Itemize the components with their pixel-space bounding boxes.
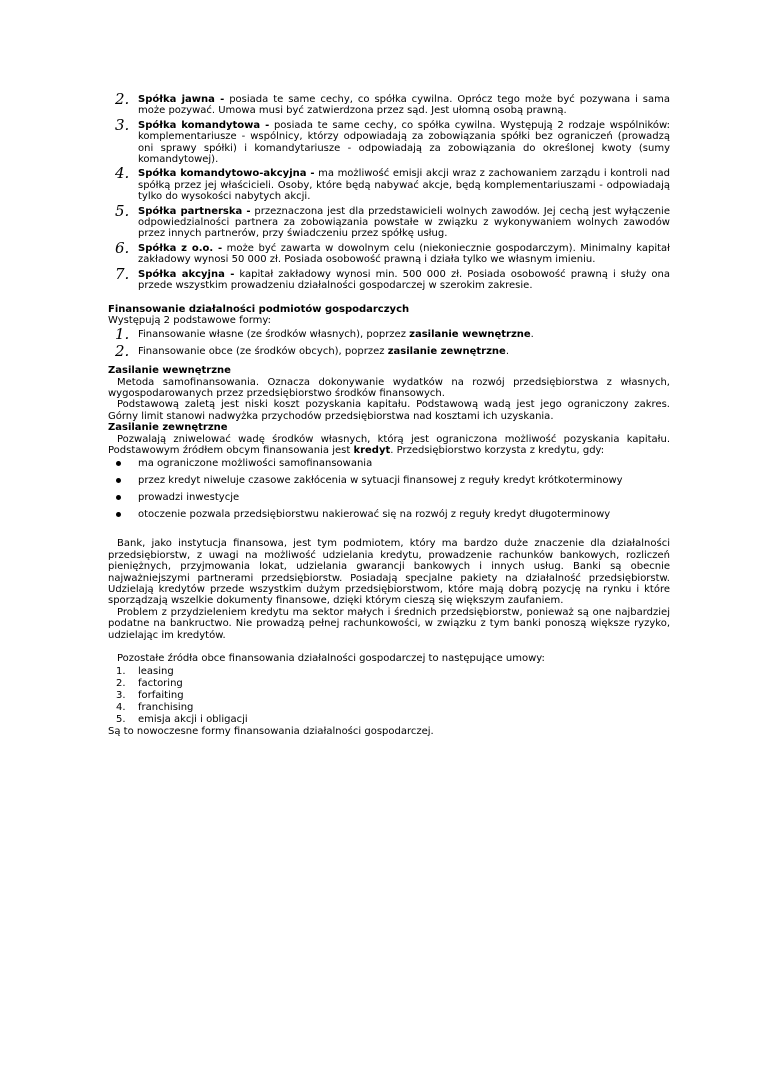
list-item (108, 702, 670, 714)
section-intro: Występują 2 podstawowe formy: (108, 314, 271, 326)
list-item (108, 341, 670, 360)
list-number: 4. (116, 702, 126, 714)
item-bold: zasilanie zewnętrzne (387, 345, 506, 357)
other-sources-section (108, 653, 670, 738)
bullet-icon (116, 461, 121, 466)
list-item (108, 90, 670, 117)
list-item (108, 115, 671, 166)
bullet-item (108, 492, 670, 509)
list-item (108, 164, 670, 203)
bullet-text: przez kredyt niweluje czasowe zakłócenia w sytuacji finansowej z reguły kredyt krótkoterminowy (138, 475, 623, 487)
item-text: posiada te same cechy, co spółka cywilna. Oprócz tego może być pozywana i sama może pozywać. Umowa musi być zatwierdzona przez sąd. Jest ułomną osobą prawną. (138, 94, 670, 117)
list-number: 3. (116, 690, 126, 702)
bullet-icon (116, 495, 121, 500)
list-number: 4. (115, 164, 130, 183)
bullet-text: prowadzi inwestycje (138, 492, 240, 504)
financing-forms-list (108, 325, 670, 360)
list-number: 6. (115, 238, 130, 257)
list-number: 3. (115, 115, 130, 134)
list-number: 2. (115, 90, 130, 108)
item-end: . (505, 345, 509, 357)
company-types-list (108, 90, 671, 292)
item-title: Spółka z o.o. - (138, 242, 223, 254)
bullet-icon (116, 478, 121, 483)
bullet-icon (116, 512, 121, 517)
list-number: 7. (115, 264, 130, 283)
section-heading: Zasilanie wewnętrzne (108, 365, 231, 377)
bullet-list (108, 458, 670, 526)
list-text: forfaiting (138, 690, 184, 702)
list-item (108, 678, 670, 690)
bank-section (108, 538, 670, 641)
item-title: Spółka partnerska - (138, 205, 251, 217)
item-title: Spółka komandytowa - (138, 119, 270, 131)
bullet-text: otoczenie pozwala przedsiębiorstwu nakierować się na rozwój z reguły kredyt długoterminowy (138, 509, 611, 521)
paragraph-text: Pozwalają zniwelować wadę środków własnych, którą jest ograniczona możliwość pozyskania kapitału. Podstawowym źródłem obcym finansowania jest (108, 433, 670, 456)
list-number: 2. (115, 341, 130, 360)
list-item (108, 201, 670, 240)
section-heading: Zasilanie zewnętrzne (108, 422, 228, 434)
section-heading: Finansowanie działalności podmiotów gospodarczych (108, 303, 410, 315)
external-funding-section (108, 422, 670, 526)
item-text: może być zawarta w dowolnym celu (niekoniecznie gospodarczym). Minimalny kapitał zakładowy wynosi 50 000 zł. Posiada osobowość prawną i działa tylko we własnym imieniu. (138, 242, 671, 266)
paragraph: Są to nowoczesne formy finansowania działalności gospodarczej. (108, 726, 434, 738)
paragraph: Problem z przydzieleniem kredytu ma sektor małych i średnich przedsiębiorstw, ponieważ są one najbardziej podatne na bankructwo. Nie prowadzą pełnej rachunkowości, w związku z tym banki ponoszą większe ryzyko, udzielając im kredytów. (108, 606, 670, 641)
list-item (108, 325, 670, 344)
item-text: kapitał zakładowy wynosi min. 500 000 zł. Posiada osobowość prawną i służy ona przede wszystkim prowadzeniu działalności gospodarczej w szerokim zakresie. (138, 268, 671, 292)
paragraph: Podstawową zaletą jest niski koszt pozyskania kapitału. Podstawową wadą jest jego ograniczony zakres. Górny limit stanowi nadwyżka przychodów przedsiębiorstwa nad kosztami ich uzyskania. (108, 399, 670, 422)
list-number: 5. (115, 201, 130, 220)
list-text: emisja akcji i obligacji (138, 714, 248, 726)
document-page (108, 90, 671, 738)
paragraph: Bank, jako instytucja finansowa, jest tym podmiotem, który ma bardzo duże znaczenie dla działalności przedsiębiorstw, z uwagi na możliwość udzielania kredytu, prowadzenie rachunków bankowych, rozliczeń pieniężnych, przyjmowania lokat, udzielania gwarancji bankowych i innych usług. Banki są obecnie najważniejszymi partnerami przedsiębiorstw. Posiadają specjalne pakiety na działalność przedsiębiorstw. Udzielają kredytów przede wszystkim dużym przedsiębiorstwom, które mają dobrą pozycję na rynku i które sporządzają wszelkie dokumenty finansowe, dzięki którym cieszą się większym zaufaniem. (108, 538, 670, 607)
bullet-item (108, 509, 670, 526)
item-title: Spółka akcyjna - (138, 268, 235, 280)
paragraph: Pozostałe źródła obce finansowania działalności gospodarczej to następujące umowy: (117, 653, 545, 665)
other-sources-list (108, 666, 670, 726)
internal-funding-section (108, 365, 670, 422)
item-text: ma możliwość emisji akcji wraz z zachowaniem zarządu i kontroli nad spółką przez jej właścicieli. Osoby, które będą nabywać akcje, będą komplementariuszami - odpowiadają tylko do wysokości nabytych akcji. (138, 168, 670, 203)
list-text: franchising (138, 702, 194, 714)
financing-section (108, 304, 670, 358)
list-number: 5. (116, 714, 126, 726)
item-bold: zasilanie wewnętrzne (409, 329, 531, 341)
list-number: 1. (115, 325, 130, 344)
list-text: factoring (138, 678, 183, 690)
item-text: posiada te same cechy, co spółka cywilna. Występują 2 rodzaje wspólników: komplementariusze - wspólnicy, którzy odpowiadają za zobowiązania spółki bez ograniczeń (prowadzą oni sprawy spółki) i komandytariusze - odpowiadają za zobowiązania do określonej kwoty (sumy komandytowej). (138, 119, 671, 166)
item-text: przeznaczona jest dla przedstawicieli wolnych zawodów. Jej cechą jest wyłączenie odpowiedzialności partnera za zobowiązania powstałe w związku z wykonywaniem wolnych zawodów przez innych partnerów, przy świadczeniu przez spółkę usług. (138, 205, 670, 240)
list-item (108, 690, 670, 702)
list-number: 1. (116, 666, 126, 678)
bullet-item (108, 458, 670, 475)
list-item (108, 264, 671, 292)
list-text: leasing (138, 666, 174, 678)
paragraph (108, 434, 670, 457)
item-title: Spółka jawna - (138, 94, 225, 105)
item-text: Finansowanie obce (ze środków obcych), poprzez (138, 345, 388, 357)
item-text: Finansowanie własne (ze środków własnych), poprzez (138, 329, 410, 341)
list-item (108, 238, 671, 266)
paragraph-text: . Przedsiębiorstwo korzysta z kredytu, gdy: (390, 444, 605, 456)
bullet-text: ma ograniczone możliwości samofinansowania (138, 458, 373, 470)
paragraph: Metoda samofinansowania. Oznacza dokonywanie wydatków na rozwój przedsiębiorstwa z własnych, wygospodarowanych przez przedsiębiorstwo środków finansowych. (108, 376, 670, 399)
paragraph-bold: kredyt (353, 444, 391, 456)
list-number: 2. (116, 678, 126, 690)
item-end: . (530, 329, 534, 341)
list-item (108, 714, 670, 726)
item-title: Spółka komandytowo-akcyjna - (138, 168, 315, 180)
list-item (108, 666, 670, 678)
bullet-item (108, 475, 670, 492)
